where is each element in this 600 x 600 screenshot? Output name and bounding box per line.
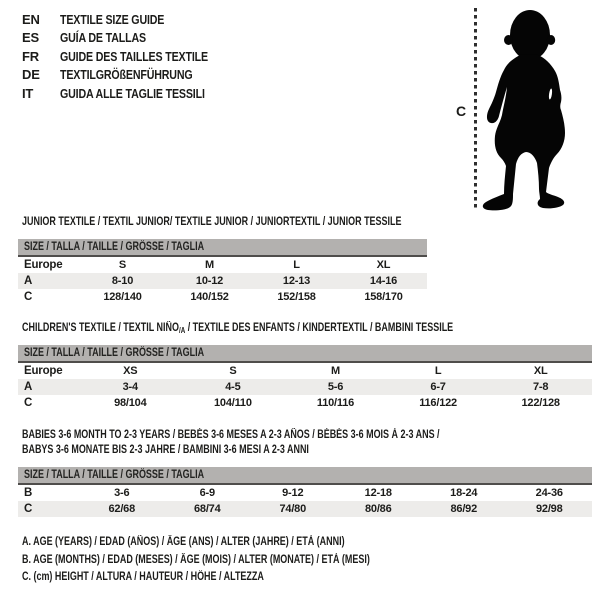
size-cell: 8-10 bbox=[111, 275, 134, 287]
row-label: A bbox=[24, 275, 33, 287]
size-header-text: SIZE / TALLA / TAILLE / GRÖSSE / TAGLIA bbox=[24, 469, 205, 481]
language-row bbox=[22, 47, 240, 66]
size-cell: XS bbox=[123, 365, 138, 377]
language-code: EN bbox=[22, 11, 40, 27]
size-cell: S bbox=[229, 365, 237, 377]
size-cell: 140/152 bbox=[190, 291, 229, 303]
size-cell: 122/128 bbox=[521, 397, 560, 409]
size-cell: XL bbox=[376, 259, 391, 271]
table-row bbox=[18, 485, 592, 501]
language-code: DE bbox=[22, 67, 40, 83]
language-code: IT bbox=[22, 85, 34, 101]
language-list bbox=[22, 10, 240, 103]
legend-line-text: C. (cm) HEIGHT / ALTURA / HAUTEUR / HÖHE / ALTEZZA bbox=[22, 571, 264, 583]
table-row bbox=[18, 379, 592, 395]
table-row bbox=[18, 501, 592, 517]
size-cell: 6-7 bbox=[430, 381, 446, 393]
language-code: ES bbox=[22, 30, 39, 46]
toddler-silhouette-icon bbox=[480, 6, 580, 214]
size-cell: 4-5 bbox=[225, 381, 241, 393]
legend-line bbox=[22, 569, 468, 587]
table-row bbox=[18, 289, 427, 305]
childrens-textile-table bbox=[18, 321, 592, 411]
size-header-bar bbox=[18, 345, 592, 363]
legend-line bbox=[22, 552, 468, 570]
size-cell: 80/86 bbox=[364, 503, 392, 515]
table-title-text: JUNIOR TEXTILE / TEXTIL JUNIOR/ TEXTILE JUNIOR / JUNIORTEXTIL / JUNIOR TESSILE bbox=[22, 216, 402, 228]
table-title bbox=[22, 215, 427, 229]
size-cell: 14-16 bbox=[369, 275, 398, 287]
title-subscript: /A bbox=[178, 326, 186, 335]
size-header-text: SIZE / TALLA / TAILLE / GRÖSSE / TAGLIA bbox=[24, 241, 205, 253]
size-cell: L bbox=[293, 259, 300, 271]
table-title-line1: BABIES 3-6 MONTH TO 2-3 YEARS / BEBÉS 3-6 MESES A 2-3 AÑOS / BÉBÉS 3-6 MOIS À 2-3 ANS / bbox=[22, 429, 440, 441]
row-label: Europe bbox=[24, 259, 63, 271]
size-cell: 3-4 bbox=[122, 381, 138, 393]
legend-line-text: A. AGE (YEARS) / EDAD (AÑOS) / ÂGE (ANS) / ALTER (JAHRE) / ETÀ (ANNI) bbox=[22, 536, 345, 548]
size-cell: 5-6 bbox=[327, 381, 344, 393]
size-header-bar bbox=[18, 467, 592, 485]
size-cell: 104/110 bbox=[214, 397, 252, 409]
size-cell: S bbox=[118, 259, 127, 271]
title-post: / TEXTILE DES ENFANTS / KINDERTEXTIL / BAMBINI TESSILE bbox=[185, 322, 454, 334]
height-dotted-line bbox=[474, 8, 477, 210]
size-cell: 12-18 bbox=[364, 487, 392, 499]
size-cell: 68/74 bbox=[193, 503, 221, 515]
language-row bbox=[22, 84, 240, 103]
size-cell: 62/68 bbox=[108, 503, 136, 515]
size-cell: 9-12 bbox=[282, 487, 304, 499]
table-row bbox=[18, 395, 592, 411]
row-label: C bbox=[24, 291, 33, 303]
size-cell: 12-13 bbox=[282, 275, 311, 287]
size-cell: 7-8 bbox=[533, 381, 549, 393]
babies-textile-table bbox=[18, 428, 592, 517]
size-header-bar bbox=[18, 239, 427, 257]
language-label: GUIDE DES TAILLES TEXTILE bbox=[60, 48, 208, 64]
size-cell: 128/140 bbox=[103, 291, 142, 303]
size-cell: 116/122 bbox=[419, 397, 457, 409]
row-label: Europe bbox=[24, 365, 63, 377]
size-cell: 18-24 bbox=[450, 487, 478, 499]
table-row bbox=[18, 273, 427, 289]
size-cell: 74/80 bbox=[279, 503, 307, 515]
table-title bbox=[22, 428, 592, 458]
size-cell: 152/158 bbox=[277, 291, 316, 303]
size-header-text: SIZE / TALLA / TAILLE / GRÖSSE / TAGLIA bbox=[24, 347, 205, 359]
language-row bbox=[22, 66, 240, 85]
language-row bbox=[22, 29, 240, 48]
height-measure-label: C bbox=[456, 103, 467, 119]
size-cell: 6-9 bbox=[199, 487, 215, 499]
size-cell: 158/170 bbox=[364, 291, 403, 303]
junior-textile-table bbox=[18, 215, 427, 305]
size-cell: 92/98 bbox=[535, 503, 563, 515]
table-title-line2: BABYS 3-6 MONATE BIS 2-3 JAHRE / BAMBINI 3-6 MESI A 2-3 ANNI bbox=[22, 444, 309, 456]
size-cell: 24-36 bbox=[535, 487, 563, 499]
title-pre: CHILDREN'S TEXTILE / TEXTIL NIÑO bbox=[22, 322, 179, 334]
language-label: GUÍA DE TALLAS bbox=[60, 30, 146, 46]
table-title bbox=[22, 321, 592, 335]
size-cell: XL bbox=[533, 365, 548, 377]
size-cell: 3-6 bbox=[114, 487, 130, 499]
table-title-text bbox=[22, 321, 453, 338]
language-label: GUIDA ALLE TAGLIE TESSILI bbox=[60, 85, 205, 101]
table-row bbox=[18, 257, 427, 273]
row-label: C bbox=[24, 503, 33, 515]
size-cell: L bbox=[434, 365, 442, 377]
row-label: A bbox=[24, 381, 33, 393]
row-label: C bbox=[24, 397, 33, 409]
size-cell: 86/92 bbox=[450, 503, 478, 515]
size-cell: M bbox=[331, 365, 340, 377]
language-code: FR bbox=[22, 48, 39, 64]
legend bbox=[22, 534, 468, 587]
size-cell: 98/104 bbox=[114, 397, 147, 409]
language-label: TEXTILGRÖßENFÜHRUNG bbox=[60, 67, 193, 83]
legend-line bbox=[22, 534, 468, 552]
language-label: TEXTILE SIZE GUIDE bbox=[60, 11, 165, 27]
legend-line-text: B. AGE (MONTHS) / EDAD (MESES) / ÂGE (MOIS) / ALTER (MONATE) / ETÀ (MESI) bbox=[22, 553, 370, 566]
table-row bbox=[18, 363, 592, 379]
size-cell: 110/116 bbox=[316, 397, 355, 409]
language-row bbox=[22, 10, 240, 29]
row-label: B bbox=[24, 487, 33, 499]
size-cell: M bbox=[205, 259, 214, 271]
size-cell: 10-12 bbox=[195, 275, 224, 287]
